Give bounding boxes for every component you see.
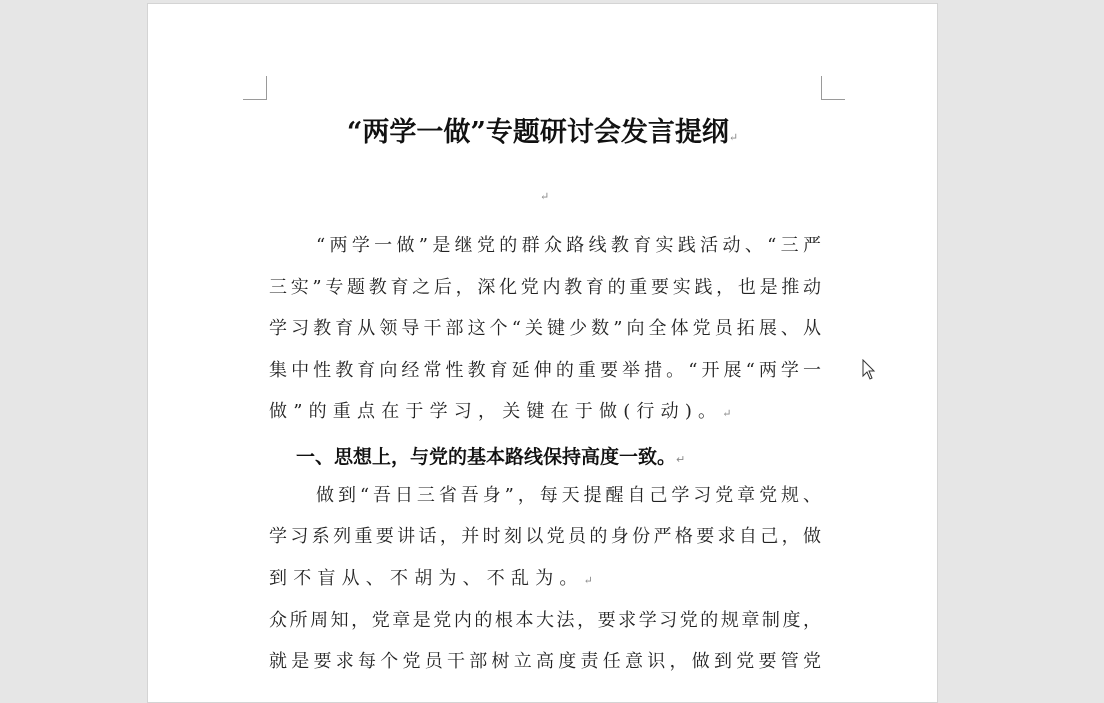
paragraph-mark: ↵	[728, 131, 739, 144]
paragraph-mark: ↵	[722, 407, 738, 420]
paragraph-line: 三实”专题教育之后，深化党内教育的重要实践，也是推动	[269, 277, 821, 298]
paragraph-mark: ↵	[540, 190, 550, 203]
paragraph-line: 集中性教育向经常性教育延伸的重要举措。“开展“两学一	[269, 360, 821, 381]
paragraph-line: 就是要求每个党员干部树立高度责任意识，做到党要管党	[269, 651, 821, 672]
section-heading: 一、思想上，与党的基本路线保持高度一致。↵	[296, 446, 686, 468]
document-page[interactable]	[147, 3, 938, 703]
paragraph-line: 众所周知，党章是党内的根本大法，要求学习党的规章制度，	[269, 610, 821, 631]
mouse-cursor-icon	[862, 359, 876, 381]
margin-corner-top-right	[821, 76, 845, 100]
paragraph-line: 学习系列重要讲话，并时刻以党员的身份严格要求自己，做	[269, 526, 821, 547]
paragraph-mark: ↵	[583, 574, 600, 587]
document-title: “两学一做”专题研讨会发言提纲↵	[346, 117, 739, 148]
paragraph-line: 学习教育从领导干部这个“关键少数”向全体党员拓展、从	[269, 318, 821, 339]
paragraph-line: 做到“吾日三省吾身”，每天提醒自己学习党章党规、	[316, 485, 821, 506]
margin-corner-top-left	[243, 76, 267, 100]
paragraph-mark: ↵	[676, 453, 686, 466]
paragraph-line: 到不盲从、不胡为、不乱为。↵	[269, 568, 600, 589]
paragraph-line: 做”的重点在于学习，关键在于做(行动)。↵	[269, 401, 738, 422]
paragraph-line: “两学一做”是继党的群众路线教育实践活动、“三严	[316, 235, 821, 256]
